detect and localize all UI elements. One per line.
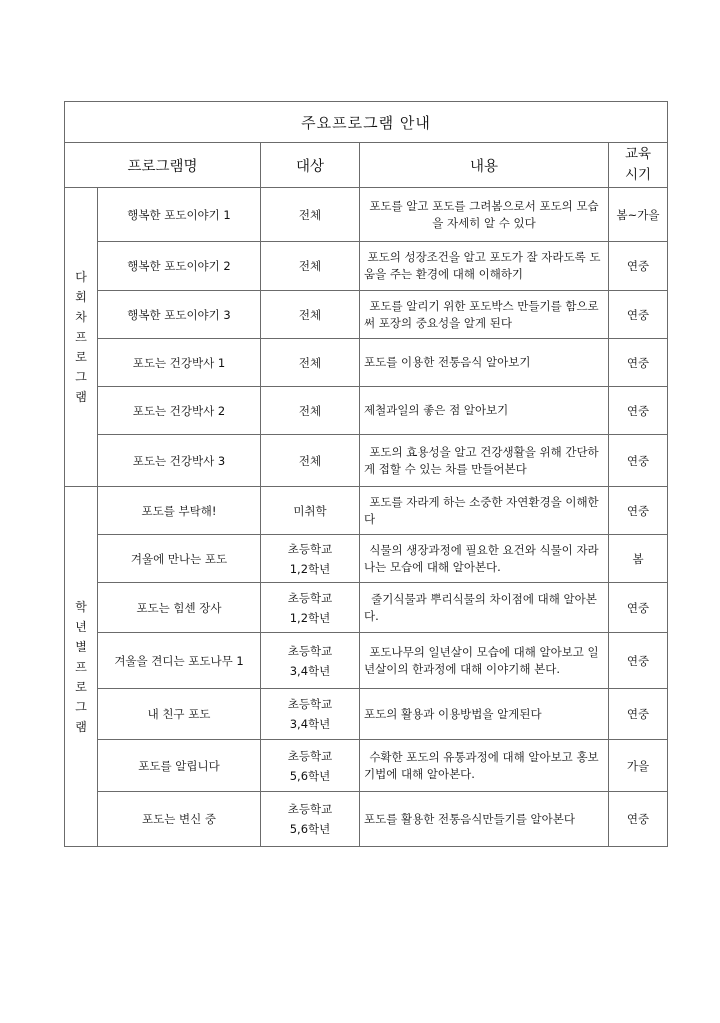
program-target — [261, 387, 360, 435]
group-label-by-grade — [65, 487, 98, 847]
program-target — [261, 535, 360, 583]
program-period: 연중 — [609, 633, 668, 689]
program-name: 내 친구 포도 — [98, 689, 261, 740]
header-period — [609, 143, 668, 188]
program-content: 포도나무의 일년살이 모습에 대해 알아보고 일년살이의 한과정에 대해 이야기해 본다. — [360, 633, 609, 689]
target-line: 초등학교 — [287, 643, 333, 658]
program-period: 연중 — [609, 792, 668, 847]
header-target: 대상 — [261, 143, 360, 188]
table-row — [65, 242, 668, 291]
group-label-multi-session — [65, 188, 98, 487]
target-line: 전체 — [298, 355, 322, 370]
program-target — [261, 689, 360, 740]
target-line: 초등학교 — [287, 802, 333, 816]
table-row — [65, 633, 668, 689]
program-target — [261, 291, 360, 339]
program-name: 포도는 건강박사 1 — [98, 339, 261, 387]
program-period: 연중 — [609, 387, 668, 435]
group-label-char: 차 — [75, 310, 87, 324]
table-row — [65, 740, 668, 792]
program-content: 수확한 포도의 유통과정에 대해 알아보고 홍보기법에 대해 알아본다. — [360, 740, 609, 792]
program-name: 행복한 포도이야기 2 — [98, 242, 261, 291]
target-line: 전체 — [298, 403, 322, 418]
program-period: 가을 — [609, 740, 668, 792]
table-row — [65, 792, 668, 847]
program-name: 행복한 포도이야기 3 — [98, 291, 261, 339]
target-line: 미취학 — [293, 503, 327, 518]
program-target — [261, 435, 360, 487]
table-row — [65, 387, 668, 435]
header-row — [65, 143, 668, 188]
target-line: 3,4학년 — [289, 717, 331, 731]
target-line: 초등학교 — [287, 697, 333, 711]
table-row — [65, 583, 668, 633]
table-row — [65, 487, 668, 535]
group-label-char: 다 — [75, 270, 87, 284]
table-row — [65, 535, 668, 583]
header-period-line1: 교육 — [624, 146, 652, 162]
target-line: 초등학교 — [287, 748, 333, 763]
table-row — [65, 188, 668, 242]
program-name: 포도는 힘센 장사 — [98, 583, 261, 633]
table-row — [65, 291, 668, 339]
program-period: 봄 — [609, 535, 668, 583]
program-content: 포도를 자라게 하는 소중한 자연환경을 이해한다 — [360, 487, 609, 535]
program-period: 연중 — [609, 339, 668, 387]
target-line: 5,6학년 — [289, 822, 331, 836]
target-line: 전체 — [298, 307, 322, 322]
program-name: 포도를 알립니다 — [98, 740, 261, 792]
program-content: 포도의 효용성을 알고 건강생활을 위해 간단하게 접할 수 있는 차를 만들어본다 — [360, 435, 609, 487]
target-line: 5,6학년 — [289, 768, 331, 783]
program-name: 겨울을 견디는 포도나무 1 — [98, 633, 261, 689]
target-line: 전체 — [298, 207, 322, 222]
target-line: 전체 — [298, 259, 322, 273]
program-content: 제철과일의 좋은 점 알아보기 — [360, 387, 609, 435]
program-content: 줄기식물과 뿌리식물의 차이점에 대해 알아본다. — [360, 583, 609, 633]
program-name: 포도는 변신 중 — [98, 792, 261, 847]
program-content: 포도를 알리기 위한 포도박스 만들기를 함으로써 포장의 중요성을 알게 된다 — [360, 291, 609, 339]
table-row — [65, 339, 668, 387]
group-label-char: 회 — [75, 290, 87, 304]
program-name: 포도를 부탁해! — [98, 487, 261, 535]
group-label-char: 그 — [75, 370, 87, 384]
program-target — [261, 792, 360, 847]
group-label-char: 로 — [75, 350, 87, 364]
program-period: 연중 — [609, 435, 668, 487]
program-target — [261, 242, 360, 291]
program-name: 행복한 포도이야기 1 — [98, 188, 261, 242]
target-line: 전체 — [298, 453, 322, 468]
program-content: 포도의 성장조건을 알고 포도가 잘 자라도록 도움을 주는 환경에 대해 이해하기 — [360, 242, 609, 291]
program-name: 겨울에 만나는 포도 — [98, 535, 261, 583]
program-target — [261, 188, 360, 242]
program-table — [64, 101, 668, 847]
program-content: 포도를 활용한 전통음식만들기를 알아본다 — [360, 792, 609, 847]
program-target — [261, 339, 360, 387]
program-content: 포도의 활용과 이용방법을 알게된다 — [360, 689, 609, 740]
header-content: 내용 — [360, 143, 609, 188]
group-label-char: 학 — [75, 599, 87, 614]
header-period-line2: 시기 — [624, 167, 652, 183]
program-name: 포도는 건강박사 3 — [98, 435, 261, 487]
table-title: 주요프로그램 안내 — [65, 102, 668, 143]
program-target — [261, 583, 360, 633]
group-label-char: 램 — [75, 390, 87, 404]
program-content: 식물의 생장과정에 필요한 요건와 식물이 자라나는 모습에 대해 알아본다. — [360, 535, 609, 583]
target-line: 1,2학년 — [289, 610, 331, 625]
program-name: 포도는 건강박사 2 — [98, 387, 261, 435]
program-content: 포도를 알고 포도를 그려봄으로서 포도의 모습을 자세히 알 수 있다 — [360, 188, 609, 242]
program-period: 봄~가을 — [609, 188, 668, 242]
group-label-char: 프 — [75, 330, 87, 344]
group-label-char: 램 — [75, 719, 87, 734]
header-program-name: 프로그램명 — [65, 143, 261, 188]
group-label-char: 로 — [75, 679, 87, 694]
title-row — [65, 102, 668, 143]
program-period: 연중 — [609, 487, 668, 535]
target-line: 3,4학년 — [289, 663, 331, 678]
target-line: 초등학교 — [287, 541, 333, 556]
table-row — [65, 689, 668, 740]
group-label-char: 년 — [75, 619, 87, 634]
program-target — [261, 633, 360, 689]
program-target — [261, 740, 360, 792]
program-content: 포도를 이용한 전통음식 알아보기 — [360, 339, 609, 387]
table-row — [65, 435, 668, 487]
group-label-char: 프 — [75, 659, 87, 674]
program-target — [261, 487, 360, 535]
group-label-char: 별 — [75, 639, 87, 654]
program-period: 연중 — [609, 242, 668, 291]
target-line: 초등학교 — [287, 590, 333, 605]
group-label-char: 그 — [75, 699, 87, 714]
target-line: 1,2학년 — [289, 561, 331, 576]
program-period: 연중 — [609, 291, 668, 339]
program-period: 연중 — [609, 689, 668, 740]
program-period: 연중 — [609, 583, 668, 633]
